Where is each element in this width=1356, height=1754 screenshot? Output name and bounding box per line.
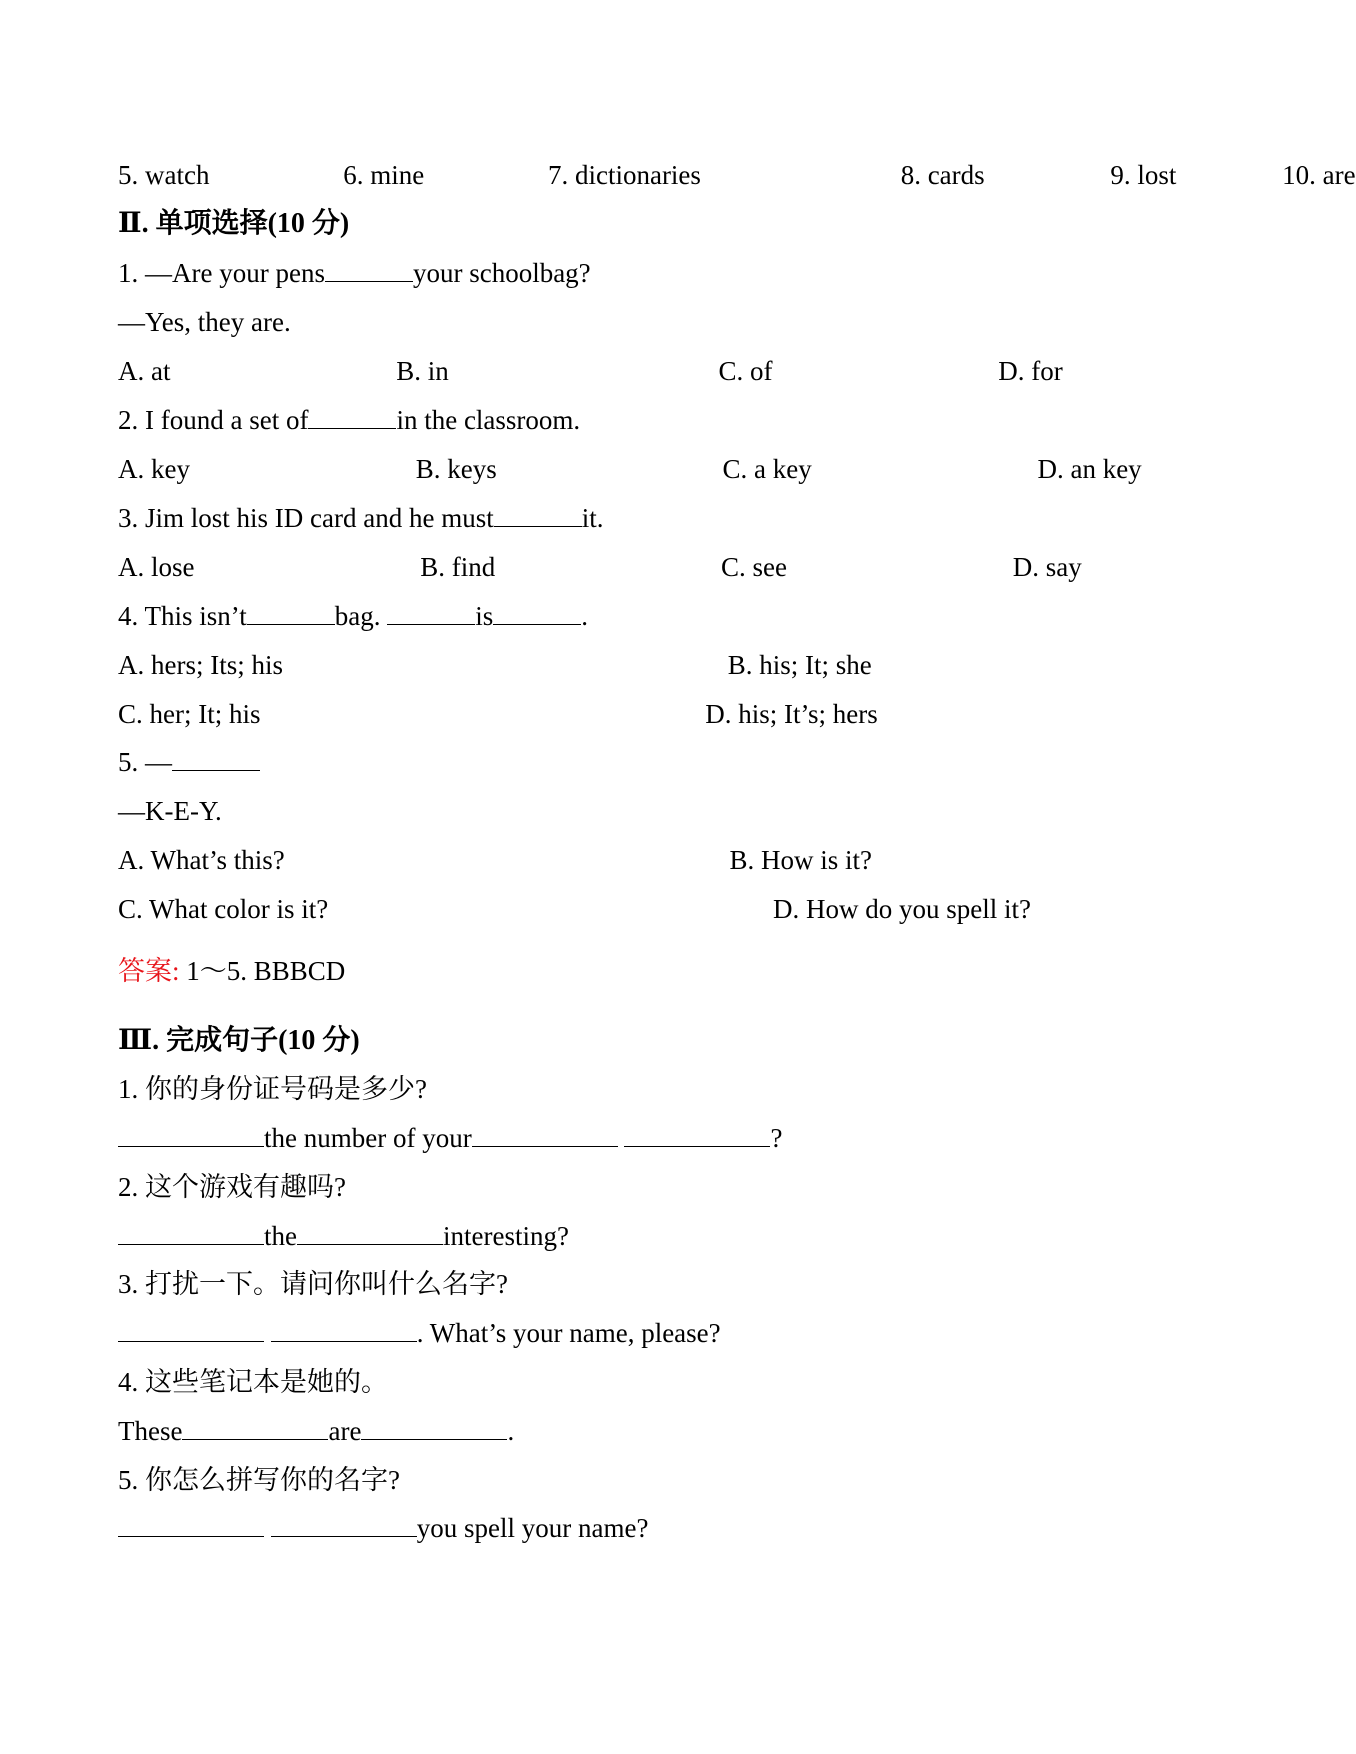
question-1-reply: —Yes, they are. bbox=[118, 307, 291, 337]
sentence-3-english bbox=[118, 1313, 721, 1353]
answer-text: 1～5. BBBCD bbox=[179, 956, 346, 986]
sentence-text: These bbox=[118, 1416, 183, 1446]
question-text: 2. I found a set of bbox=[118, 405, 309, 435]
question-text: bag. bbox=[334, 601, 381, 631]
sentence-2-english bbox=[118, 1216, 569, 1256]
sentence-4-chinese: 4. 这些笔记本是她的。 bbox=[118, 1367, 388, 1397]
option-b: B. in bbox=[396, 356, 449, 386]
question-4 bbox=[118, 596, 588, 636]
question-5-options-ab bbox=[118, 840, 872, 880]
sentence-text: interesting? bbox=[443, 1221, 569, 1251]
option-c: C. What color is it? bbox=[118, 894, 329, 924]
question-5 bbox=[118, 742, 260, 782]
sentence-text: you spell your name? bbox=[416, 1513, 649, 1543]
section-2-title: Ⅱ. 单项选择(10 分) bbox=[118, 208, 350, 239]
option-d: D. for bbox=[998, 356, 1063, 386]
question-text: 3. Jim lost his ID card and he must bbox=[118, 503, 494, 533]
sentence-2-chinese: 2. 这个游戏有趣吗? bbox=[118, 1172, 346, 1202]
answer-label: 答案: bbox=[118, 956, 180, 986]
answer-blank bbox=[493, 597, 581, 625]
question-2-options bbox=[118, 449, 1142, 489]
answer-blank bbox=[325, 254, 413, 282]
option-b: B. find bbox=[420, 552, 496, 582]
question-text: your schoolbag? bbox=[412, 258, 591, 288]
option-c: C. of bbox=[718, 356, 773, 386]
answer-blank bbox=[118, 1509, 264, 1537]
answer-item: 6. mine bbox=[343, 160, 425, 190]
sentence-text: . What’s your name, please? bbox=[416, 1318, 721, 1348]
answer-blank bbox=[387, 597, 475, 625]
previous-answers-line bbox=[118, 155, 1356, 195]
option-a: A. hers; Its; his bbox=[118, 650, 283, 680]
answer-key bbox=[118, 951, 345, 991]
sentence-text: . bbox=[507, 1416, 515, 1446]
answer-item: 8. cards bbox=[900, 160, 985, 190]
option-d: D. say bbox=[1012, 552, 1082, 582]
option-c: C. her; It; his bbox=[118, 699, 261, 729]
sentence-5-chinese: 5. 你怎么拼写你的名字? bbox=[118, 1465, 400, 1495]
question-text: 4. This isn’t bbox=[118, 601, 247, 631]
answer-blank bbox=[118, 1119, 264, 1147]
answer-blank bbox=[494, 499, 582, 527]
option-a: A. key bbox=[118, 454, 190, 484]
question-1-options bbox=[118, 351, 1063, 391]
option-a: A. at bbox=[118, 356, 171, 386]
question-5-reply: —K-E-Y. bbox=[118, 796, 222, 826]
option-d: D. an key bbox=[1037, 454, 1142, 484]
option-d: D. his; It’s; hers bbox=[705, 699, 878, 729]
sentence-text: are bbox=[328, 1416, 362, 1446]
sentence-4-english bbox=[118, 1411, 514, 1451]
question-3-options bbox=[118, 547, 1082, 587]
sentence-text: the bbox=[264, 1221, 297, 1251]
question-text: it. bbox=[581, 503, 604, 533]
option-b: B. keys bbox=[415, 454, 497, 484]
option-c: C. see bbox=[721, 552, 787, 582]
question-text: 5. — bbox=[118, 747, 172, 777]
option-b: B. How is it? bbox=[729, 845, 872, 875]
answer-blank bbox=[297, 1217, 443, 1245]
question-4-options-ab bbox=[118, 645, 872, 685]
answer-item: 9. lost bbox=[1110, 160, 1177, 190]
question-2 bbox=[118, 400, 580, 440]
answer-blank bbox=[118, 1217, 264, 1245]
question-text: is bbox=[475, 601, 494, 631]
sentence-text: ? bbox=[770, 1123, 783, 1153]
option-a: A. What’s this? bbox=[118, 845, 285, 875]
answer-blank bbox=[182, 1412, 328, 1440]
answer-blank bbox=[118, 1314, 264, 1342]
answer-blank bbox=[624, 1119, 770, 1147]
answer-blank bbox=[271, 1314, 417, 1342]
option-c: C. a key bbox=[722, 454, 812, 484]
answer-blank bbox=[271, 1509, 417, 1537]
answer-blank bbox=[361, 1412, 507, 1440]
sentence-3-chinese: 3. 打扰一下。请问你叫什么名字? bbox=[118, 1269, 508, 1299]
sentence-text: the number of your bbox=[264, 1123, 472, 1153]
sentence-1-chinese: 1. 你的身份证号码是多少? bbox=[118, 1074, 427, 1104]
answer-blank bbox=[472, 1119, 618, 1147]
answer-blank bbox=[308, 401, 396, 429]
question-5-options-cd bbox=[118, 889, 1031, 929]
section-3-title: Ⅲ. 完成句子(10 分) bbox=[118, 1025, 360, 1056]
question-1 bbox=[118, 253, 591, 293]
question-4-options-cd bbox=[118, 694, 878, 734]
answer-item: 7. dictionaries bbox=[547, 160, 701, 190]
option-a: A. lose bbox=[118, 552, 195, 582]
question-text: in the classroom. bbox=[396, 405, 581, 435]
question-text: . bbox=[581, 601, 589, 631]
answer-blank bbox=[172, 743, 260, 771]
answer-blank bbox=[247, 597, 335, 625]
option-d: D. How do you spell it? bbox=[772, 894, 1031, 924]
question-text: 1. —Are your pens bbox=[118, 258, 325, 288]
option-b: B. his; It; she bbox=[727, 650, 872, 680]
question-3 bbox=[118, 498, 603, 538]
sentence-1-english bbox=[118, 1118, 782, 1158]
sentence-5-english bbox=[118, 1508, 648, 1548]
answer-item: 5. watch bbox=[118, 160, 210, 190]
answer-item: 10. are bbox=[1282, 160, 1356, 190]
